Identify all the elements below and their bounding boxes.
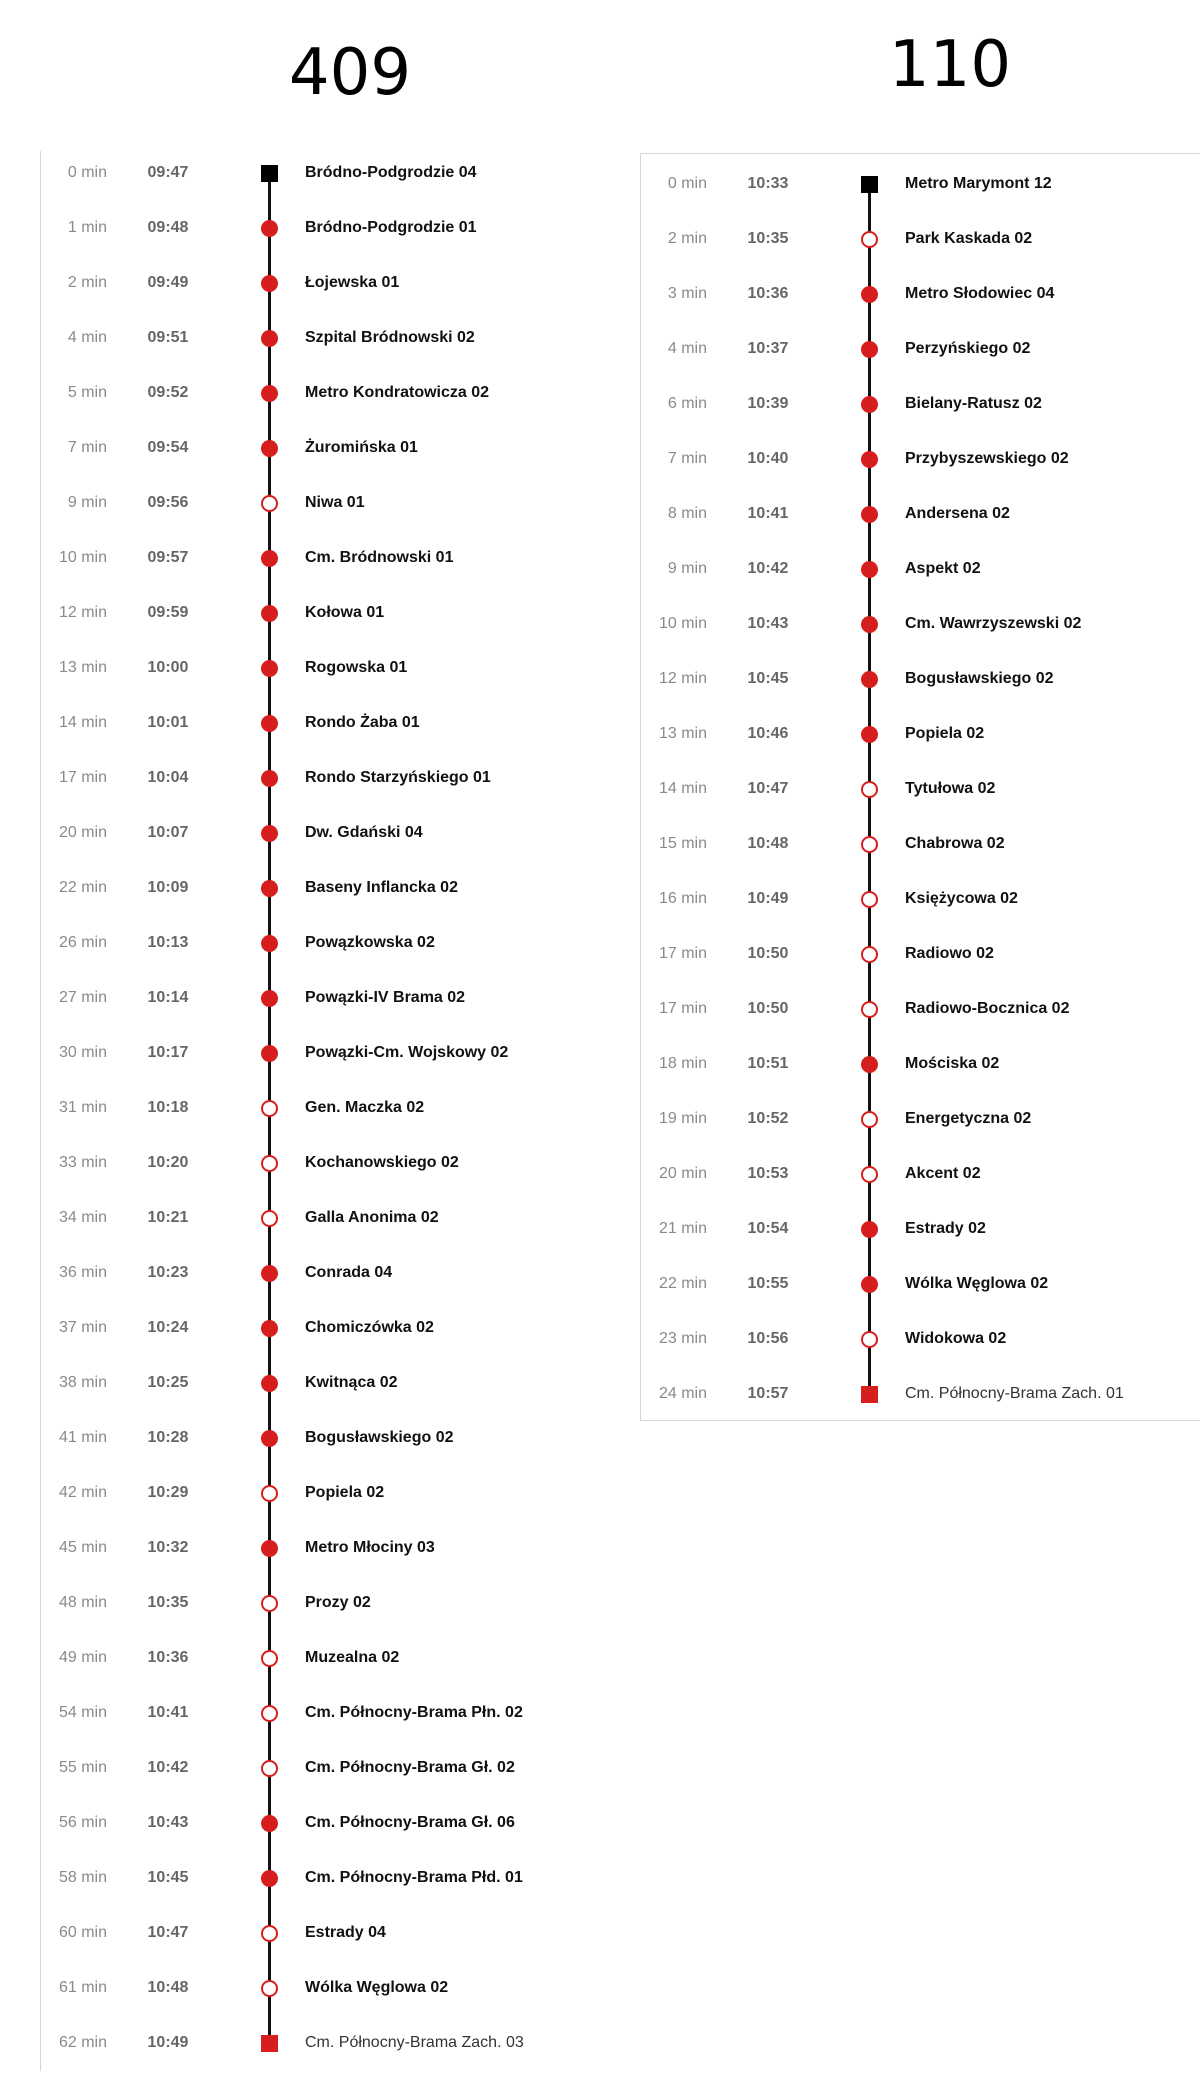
stop-dot-icon	[261, 825, 278, 842]
stop-name[interactable]: Bogusławskiego 02	[305, 1429, 454, 1446]
stop-time: 10:47	[147, 1924, 189, 1941]
stop-offset: 14 min	[58, 714, 107, 731]
stop-offset: 16 min	[658, 890, 707, 907]
stop-row[interactable]	[41, 1361, 600, 1416]
stop-row[interactable]	[641, 492, 1200, 547]
stop-time: 10:49	[747, 890, 789, 907]
stop-row[interactable]	[41, 1196, 600, 1251]
stop-offset: 62 min	[58, 2034, 107, 2051]
stop-time: 10:40	[747, 450, 789, 467]
stop-name[interactable]: Metro Młociny 03	[305, 1539, 435, 1556]
stop-row[interactable]	[641, 1372, 1200, 1427]
stop-time: 09:48	[147, 219, 189, 236]
stop-row[interactable]	[641, 382, 1200, 437]
stop-name[interactable]: Rogowska 01	[305, 659, 408, 676]
stop-row[interactable]	[41, 1416, 600, 1471]
stop-time: 10:46	[747, 725, 789, 742]
stop-row[interactable]	[641, 547, 1200, 602]
stop-offset: 2 min	[667, 230, 707, 247]
stop-name[interactable]: Rondo Żaba 01	[305, 714, 420, 731]
stop-time: 10:36	[147, 1649, 189, 1666]
stop-offset: 9 min	[667, 560, 707, 577]
stop-offset: 4 min	[667, 340, 707, 357]
stop-row[interactable]	[41, 811, 600, 866]
on-request-stop-icon	[261, 1925, 278, 1942]
stop-time: 10:53	[747, 1165, 789, 1182]
stop-name[interactable]: Rondo Starzyńskiego 01	[305, 769, 491, 786]
stop-offset: 20 min	[58, 824, 107, 841]
stop-name[interactable]: Cm. Północny-Brama Zach. 01	[905, 1385, 1124, 1402]
stop-name[interactable]: Powązki-Cm. Wojskowy 02	[305, 1044, 509, 1061]
stop-row[interactable]	[41, 1691, 600, 1746]
stop-row[interactable]	[641, 272, 1200, 327]
stop-dot-icon	[261, 1045, 278, 1062]
stop-time: 10:45	[747, 670, 789, 687]
stop-offset: 24 min	[658, 1385, 707, 1402]
route-timeline-409	[40, 151, 600, 2071]
stop-time: 10:41	[747, 505, 789, 522]
on-request-stop-icon	[261, 1210, 278, 1227]
stop-offset: 22 min	[658, 1275, 707, 1292]
stop-name[interactable]: Widokowa 02	[905, 1330, 1007, 1347]
stop-row[interactable]	[41, 536, 600, 591]
stop-time: 10:29	[147, 1484, 189, 1501]
on-request-stop-icon	[861, 231, 878, 248]
stop-time: 10:18	[147, 1099, 189, 1116]
stop-row[interactable]	[41, 1526, 600, 1581]
stop-offset: 9 min	[67, 494, 107, 511]
stop-row[interactable]	[41, 2021, 600, 2076]
stop-row[interactable]	[41, 1031, 600, 1086]
stop-row[interactable]	[41, 426, 600, 481]
stop-offset: 10 min	[658, 615, 707, 632]
stop-offset: 27 min	[58, 989, 107, 1006]
stop-name[interactable]: Wólka Węglowa 02	[905, 1275, 1049, 1292]
on-request-stop-icon	[861, 946, 878, 963]
stop-name[interactable]: Baseny Inflancka 02	[305, 879, 458, 896]
stop-offset: 55 min	[58, 1759, 107, 1776]
stop-row[interactable]	[41, 1471, 600, 1526]
stop-name[interactable]: Cm. Bródnowski 01	[305, 549, 454, 566]
stop-offset: 33 min	[58, 1154, 107, 1171]
stop-offset: 26 min	[58, 934, 107, 951]
stop-time: 10:45	[147, 1869, 189, 1886]
stop-name[interactable]: Galla Anonima 02	[305, 1209, 439, 1226]
stop-row[interactable]	[641, 217, 1200, 272]
stop-name[interactable]: Szpital Bródnowski 02	[305, 329, 475, 346]
on-request-stop-icon	[861, 1331, 878, 1348]
stop-dot-icon	[261, 990, 278, 1007]
stop-name[interactable]: Metro Kondratowicza 02	[305, 384, 490, 401]
stop-time: 10:21	[147, 1209, 189, 1226]
stop-offset: 8 min	[667, 505, 707, 522]
stop-time: 10:09	[147, 879, 189, 896]
stop-offset: 20 min	[658, 1165, 707, 1182]
stop-name[interactable]: Popiela 02	[905, 725, 985, 742]
stop-row[interactable]	[641, 932, 1200, 987]
stop-offset: 3 min	[667, 285, 707, 302]
stop-row[interactable]	[41, 1581, 600, 1636]
stop-name[interactable]: Prozy 02	[305, 1594, 371, 1611]
stop-time: 09:56	[147, 494, 189, 511]
stop-name[interactable]: Kwitnąca 02	[305, 1374, 398, 1391]
stop-dot-icon	[861, 1276, 878, 1293]
stop-offset: 18 min	[658, 1055, 707, 1072]
stop-dot-icon	[261, 440, 278, 457]
stop-time: 10:48	[147, 1979, 189, 1996]
stop-offset: 0 min	[667, 175, 707, 192]
stop-row[interactable]	[41, 261, 600, 316]
stop-row[interactable]	[641, 602, 1200, 657]
stop-dot-icon	[261, 1265, 278, 1282]
on-request-stop-icon	[861, 1166, 878, 1183]
stop-time: 10:14	[147, 989, 189, 1006]
stop-name[interactable]: Przybyszewskiego 02	[905, 450, 1069, 467]
stop-dot-icon	[261, 935, 278, 952]
stop-time: 10:17	[147, 1044, 189, 1061]
stop-dot-icon	[261, 1540, 278, 1557]
stop-row[interactable]	[41, 1856, 600, 1911]
stop-row[interactable]	[641, 877, 1200, 932]
stop-offset: 58 min	[58, 1869, 107, 1886]
stop-offset: 2 min	[67, 274, 107, 291]
stop-time: 10:23	[147, 1264, 189, 1281]
stop-dot-icon	[261, 605, 278, 622]
stop-offset: 61 min	[58, 1979, 107, 1996]
stop-name[interactable]: Metro Marymont 12	[905, 175, 1052, 192]
stop-time: 09:51	[147, 329, 189, 346]
stop-offset: 0 min	[67, 164, 107, 181]
stop-offset: 38 min	[58, 1374, 107, 1391]
stop-time: 10:39	[747, 395, 789, 412]
stop-time: 10:43	[747, 615, 789, 632]
stop-row[interactable]	[41, 316, 600, 371]
stop-offset: 49 min	[58, 1649, 107, 1666]
stop-offset: 17 min	[658, 1000, 707, 1017]
stop-time: 10:28	[147, 1429, 189, 1446]
stop-offset: 48 min	[58, 1594, 107, 1611]
stop-time: 10:54	[747, 1220, 789, 1237]
stop-offset: 23 min	[658, 1330, 707, 1347]
stop-offset: 12 min	[658, 670, 707, 687]
stop-name[interactable]: Księżycowa 02	[905, 890, 1018, 907]
stop-time: 10:36	[747, 285, 789, 302]
stop-time: 10:50	[747, 945, 789, 962]
stop-row[interactable]	[641, 712, 1200, 767]
stop-name[interactable]: Conrada 04	[305, 1264, 393, 1281]
stop-name[interactable]: Cm. Północny-Brama Płd. 01	[305, 1869, 523, 1886]
stop-row[interactable]	[641, 987, 1200, 1042]
stop-dot-icon	[861, 561, 878, 578]
stop-row[interactable]	[641, 657, 1200, 712]
stop-row[interactable]	[641, 1262, 1200, 1317]
stop-offset: 1 min	[67, 219, 107, 236]
stop-row[interactable]	[641, 767, 1200, 822]
stop-row[interactable]	[41, 151, 600, 206]
route-number-409: 409	[288, 36, 412, 110]
stop-row[interactable]	[41, 646, 600, 701]
stops-list	[41, 151, 600, 2076]
stop-time: 10:32	[147, 1539, 189, 1556]
stop-name[interactable]: Tytułowa 02	[905, 780, 996, 797]
stop-row[interactable]	[41, 756, 600, 811]
stop-row[interactable]	[41, 1086, 600, 1141]
stop-dot-icon	[861, 506, 878, 523]
stop-offset: 7 min	[67, 439, 107, 456]
stop-row[interactable]	[41, 921, 600, 976]
stop-offset: 5 min	[67, 384, 107, 401]
on-request-stop-icon	[861, 1001, 878, 1018]
stop-time: 10:37	[747, 340, 789, 357]
stop-name[interactable]: Łojewska 01	[305, 274, 400, 291]
stop-row[interactable]	[41, 1966, 600, 2021]
stop-offset: 4 min	[67, 329, 107, 346]
stop-offset: 17 min	[658, 945, 707, 962]
stop-time: 09:49	[147, 274, 189, 291]
stop-name[interactable]: Estrady 02	[905, 1220, 986, 1237]
stop-offset: 54 min	[58, 1704, 107, 1721]
stop-name[interactable]: Muzealna 02	[305, 1649, 400, 1666]
stop-offset: 22 min	[58, 879, 107, 896]
stop-offset: 13 min	[58, 659, 107, 676]
stop-offset: 60 min	[58, 1924, 107, 1941]
stop-row[interactable]	[41, 1801, 600, 1856]
stop-time: 10:47	[747, 780, 789, 797]
stop-row[interactable]	[41, 591, 600, 646]
stop-name[interactable]: Estrady 04	[305, 1924, 386, 1941]
stop-offset: 14 min	[658, 780, 707, 797]
stop-row[interactable]	[641, 1152, 1200, 1207]
stop-row[interactable]	[41, 866, 600, 921]
stop-row[interactable]	[41, 371, 600, 426]
stop-row[interactable]	[641, 1097, 1200, 1152]
stop-dot-icon	[861, 396, 878, 413]
on-request-stop-icon	[261, 495, 278, 512]
stop-time: 10:00	[147, 659, 189, 676]
stop-name[interactable]: Żuromińska 01	[305, 439, 418, 456]
stop-offset: 42 min	[58, 1484, 107, 1501]
stop-time: 10:57	[747, 1385, 789, 1402]
stop-name[interactable]: Kochanowskiego 02	[305, 1154, 459, 1171]
stop-name[interactable]: Cm. Północny-Brama Zach. 03	[305, 2034, 524, 2051]
stop-name[interactable]: Chabrowa 02	[905, 835, 1005, 852]
on-request-stop-icon	[861, 781, 878, 798]
stop-name[interactable]: Dw. Gdański 04	[305, 824, 423, 841]
stop-time: 10:20	[147, 1154, 189, 1171]
stop-dot-icon	[861, 616, 878, 633]
stop-name[interactable]: Bródno-Podgrodzie 04	[305, 164, 477, 181]
start-square-icon	[861, 176, 878, 193]
stop-name[interactable]: Cm. Północny-Brama Gł. 02	[305, 1759, 515, 1776]
stop-name[interactable]: Niwa 01	[305, 494, 365, 511]
stop-dot-icon	[261, 220, 278, 237]
stop-time: 10:04	[147, 769, 189, 786]
stop-row[interactable]	[641, 1317, 1200, 1372]
stop-time: 10:13	[147, 934, 189, 951]
stop-row[interactable]	[41, 701, 600, 756]
stop-dot-icon	[261, 1815, 278, 1832]
stop-time: 09:52	[147, 384, 189, 401]
stop-offset: 19 min	[658, 1110, 707, 1127]
stop-time: 10:42	[147, 1759, 189, 1776]
stop-row[interactable]	[41, 1746, 600, 1801]
stop-time: 10:41	[147, 1704, 189, 1721]
stop-dot-icon	[861, 671, 878, 688]
stop-name[interactable]: Energetyczna 02	[905, 1110, 1032, 1127]
stop-name[interactable]: Mościska 02	[905, 1055, 1000, 1072]
stop-offset: 15 min	[658, 835, 707, 852]
stop-time: 09:57	[147, 549, 189, 566]
stop-name[interactable]: Cm. Wawrzyszewski 02	[905, 615, 1082, 632]
stop-row[interactable]	[41, 481, 600, 536]
stop-time: 10:52	[747, 1110, 789, 1127]
stop-dot-icon	[861, 726, 878, 743]
stop-row[interactable]	[41, 976, 600, 1031]
stop-time: 10:07	[147, 824, 189, 841]
stop-offset: 7 min	[667, 450, 707, 467]
stop-name[interactable]: Bródno-Podgrodzie 01	[305, 219, 477, 236]
stop-name[interactable]: Powązkowska 02	[305, 934, 435, 951]
stop-dot-icon	[261, 770, 278, 787]
stop-row[interactable]	[41, 1306, 600, 1361]
stop-time: 10:01	[147, 714, 189, 731]
stop-name[interactable]: Chomiczówka 02	[305, 1319, 434, 1336]
stop-name[interactable]: Wólka Węglowa 02	[305, 1979, 449, 1996]
on-request-stop-icon	[261, 1595, 278, 1612]
stop-name[interactable]: Cm. Północny-Brama Gł. 06	[305, 1814, 515, 1831]
on-request-stop-icon	[261, 1705, 278, 1722]
stop-offset: 30 min	[58, 1044, 107, 1061]
stop-dot-icon	[861, 451, 878, 468]
stop-offset: 45 min	[58, 1539, 107, 1556]
end-square-icon	[861, 1386, 878, 1403]
stop-row[interactable]	[41, 1636, 600, 1691]
stop-name[interactable]: Andersena 02	[905, 505, 1010, 522]
on-request-stop-icon	[861, 1111, 878, 1128]
stop-name[interactable]: Radiowo 02	[905, 945, 994, 962]
stop-name[interactable]: Cm. Północny-Brama Płn. 02	[305, 1704, 523, 1721]
on-request-stop-icon	[261, 1760, 278, 1777]
stop-offset: 21 min	[658, 1220, 707, 1237]
on-request-stop-icon	[261, 1155, 278, 1172]
stop-offset: 13 min	[658, 725, 707, 742]
stop-name[interactable]: Bielany-Ratusz 02	[905, 395, 1042, 412]
stop-time: 10:55	[747, 1275, 789, 1292]
stop-dot-icon	[261, 275, 278, 292]
stop-offset: 17 min	[58, 769, 107, 786]
stops-list	[641, 162, 1200, 1427]
stop-dot-icon	[861, 286, 878, 303]
stop-dot-icon	[261, 330, 278, 347]
stop-row[interactable]	[41, 1251, 600, 1306]
stop-offset: 56 min	[58, 1814, 107, 1831]
stop-time: 10:25	[147, 1374, 189, 1391]
stop-dot-icon	[861, 1056, 878, 1073]
stop-time: 10:24	[147, 1319, 189, 1336]
stop-name[interactable]: Bogusławskiego 02	[905, 670, 1054, 687]
stop-offset: 6 min	[667, 395, 707, 412]
stop-time: 10:43	[147, 1814, 189, 1831]
stop-offset: 34 min	[58, 1209, 107, 1226]
stop-dot-icon	[261, 660, 278, 677]
stop-time: 10:35	[147, 1594, 189, 1611]
on-request-stop-icon	[861, 891, 878, 908]
stop-dot-icon	[261, 880, 278, 897]
stop-offset: 37 min	[58, 1319, 107, 1336]
stop-name[interactable]: Aspekt 02	[905, 560, 981, 577]
stop-row[interactable]	[641, 822, 1200, 877]
stop-dot-icon	[261, 1430, 278, 1447]
stop-row[interactable]	[41, 206, 600, 261]
stop-time: 09:47	[147, 164, 189, 181]
start-square-icon	[261, 165, 278, 182]
stop-dot-icon	[861, 1221, 878, 1238]
stop-time: 10:33	[747, 175, 789, 192]
stop-name[interactable]: Kołowa 01	[305, 604, 385, 621]
stop-name[interactable]: Radiowo-Bocznica 02	[905, 1000, 1070, 1017]
stop-name[interactable]: Popiela 02	[305, 1484, 385, 1501]
stop-name[interactable]: Powązki-IV Brama 02	[305, 989, 466, 1006]
stop-row[interactable]	[641, 162, 1200, 217]
stop-name[interactable]: Akcent 02	[905, 1165, 981, 1182]
on-request-stop-icon	[861, 836, 878, 853]
stop-offset: 36 min	[58, 1264, 107, 1281]
stop-name[interactable]: Perzyńskiego 02	[905, 340, 1031, 357]
stop-time: 10:48	[747, 835, 789, 852]
stop-time: 10:49	[147, 2034, 189, 2051]
stop-time: 10:50	[747, 1000, 789, 1017]
stop-dot-icon	[261, 1320, 278, 1337]
stop-time: 10:56	[747, 1330, 789, 1347]
stop-dot-icon	[261, 550, 278, 567]
stop-offset: 41 min	[58, 1429, 107, 1446]
on-request-stop-icon	[261, 1980, 278, 1997]
stop-name[interactable]: Metro Słodowiec 04	[905, 285, 1055, 302]
on-request-stop-icon	[261, 1650, 278, 1667]
stop-name[interactable]: Gen. Maczka 02	[305, 1099, 425, 1116]
stop-offset: 31 min	[58, 1099, 107, 1116]
route-timeline-110	[640, 153, 1200, 1421]
stop-time: 10:42	[747, 560, 789, 577]
stop-time: 09:59	[147, 604, 189, 621]
stop-dot-icon	[261, 1870, 278, 1887]
stop-offset: 10 min	[58, 549, 107, 566]
on-request-stop-icon	[261, 1485, 278, 1502]
stop-dot-icon	[861, 341, 878, 358]
stop-time: 10:51	[747, 1055, 789, 1072]
stop-row[interactable]	[641, 437, 1200, 492]
stop-row[interactable]	[41, 1141, 600, 1196]
end-square-icon	[261, 2035, 278, 2052]
on-request-stop-icon	[261, 1100, 278, 1117]
stop-dot-icon	[261, 1375, 278, 1392]
stop-row[interactable]	[641, 327, 1200, 382]
stop-row[interactable]	[641, 1042, 1200, 1097]
stop-dot-icon	[261, 715, 278, 732]
stop-time: 09:54	[147, 439, 189, 456]
stop-row[interactable]	[41, 1911, 600, 1966]
stop-time: 10:35	[747, 230, 789, 247]
stop-dot-icon	[261, 385, 278, 402]
stop-name[interactable]: Park Kaskada 02	[905, 230, 1033, 247]
stop-row[interactable]	[641, 1207, 1200, 1262]
route-number-110: 110	[888, 28, 1012, 102]
stop-offset: 12 min	[58, 604, 107, 621]
